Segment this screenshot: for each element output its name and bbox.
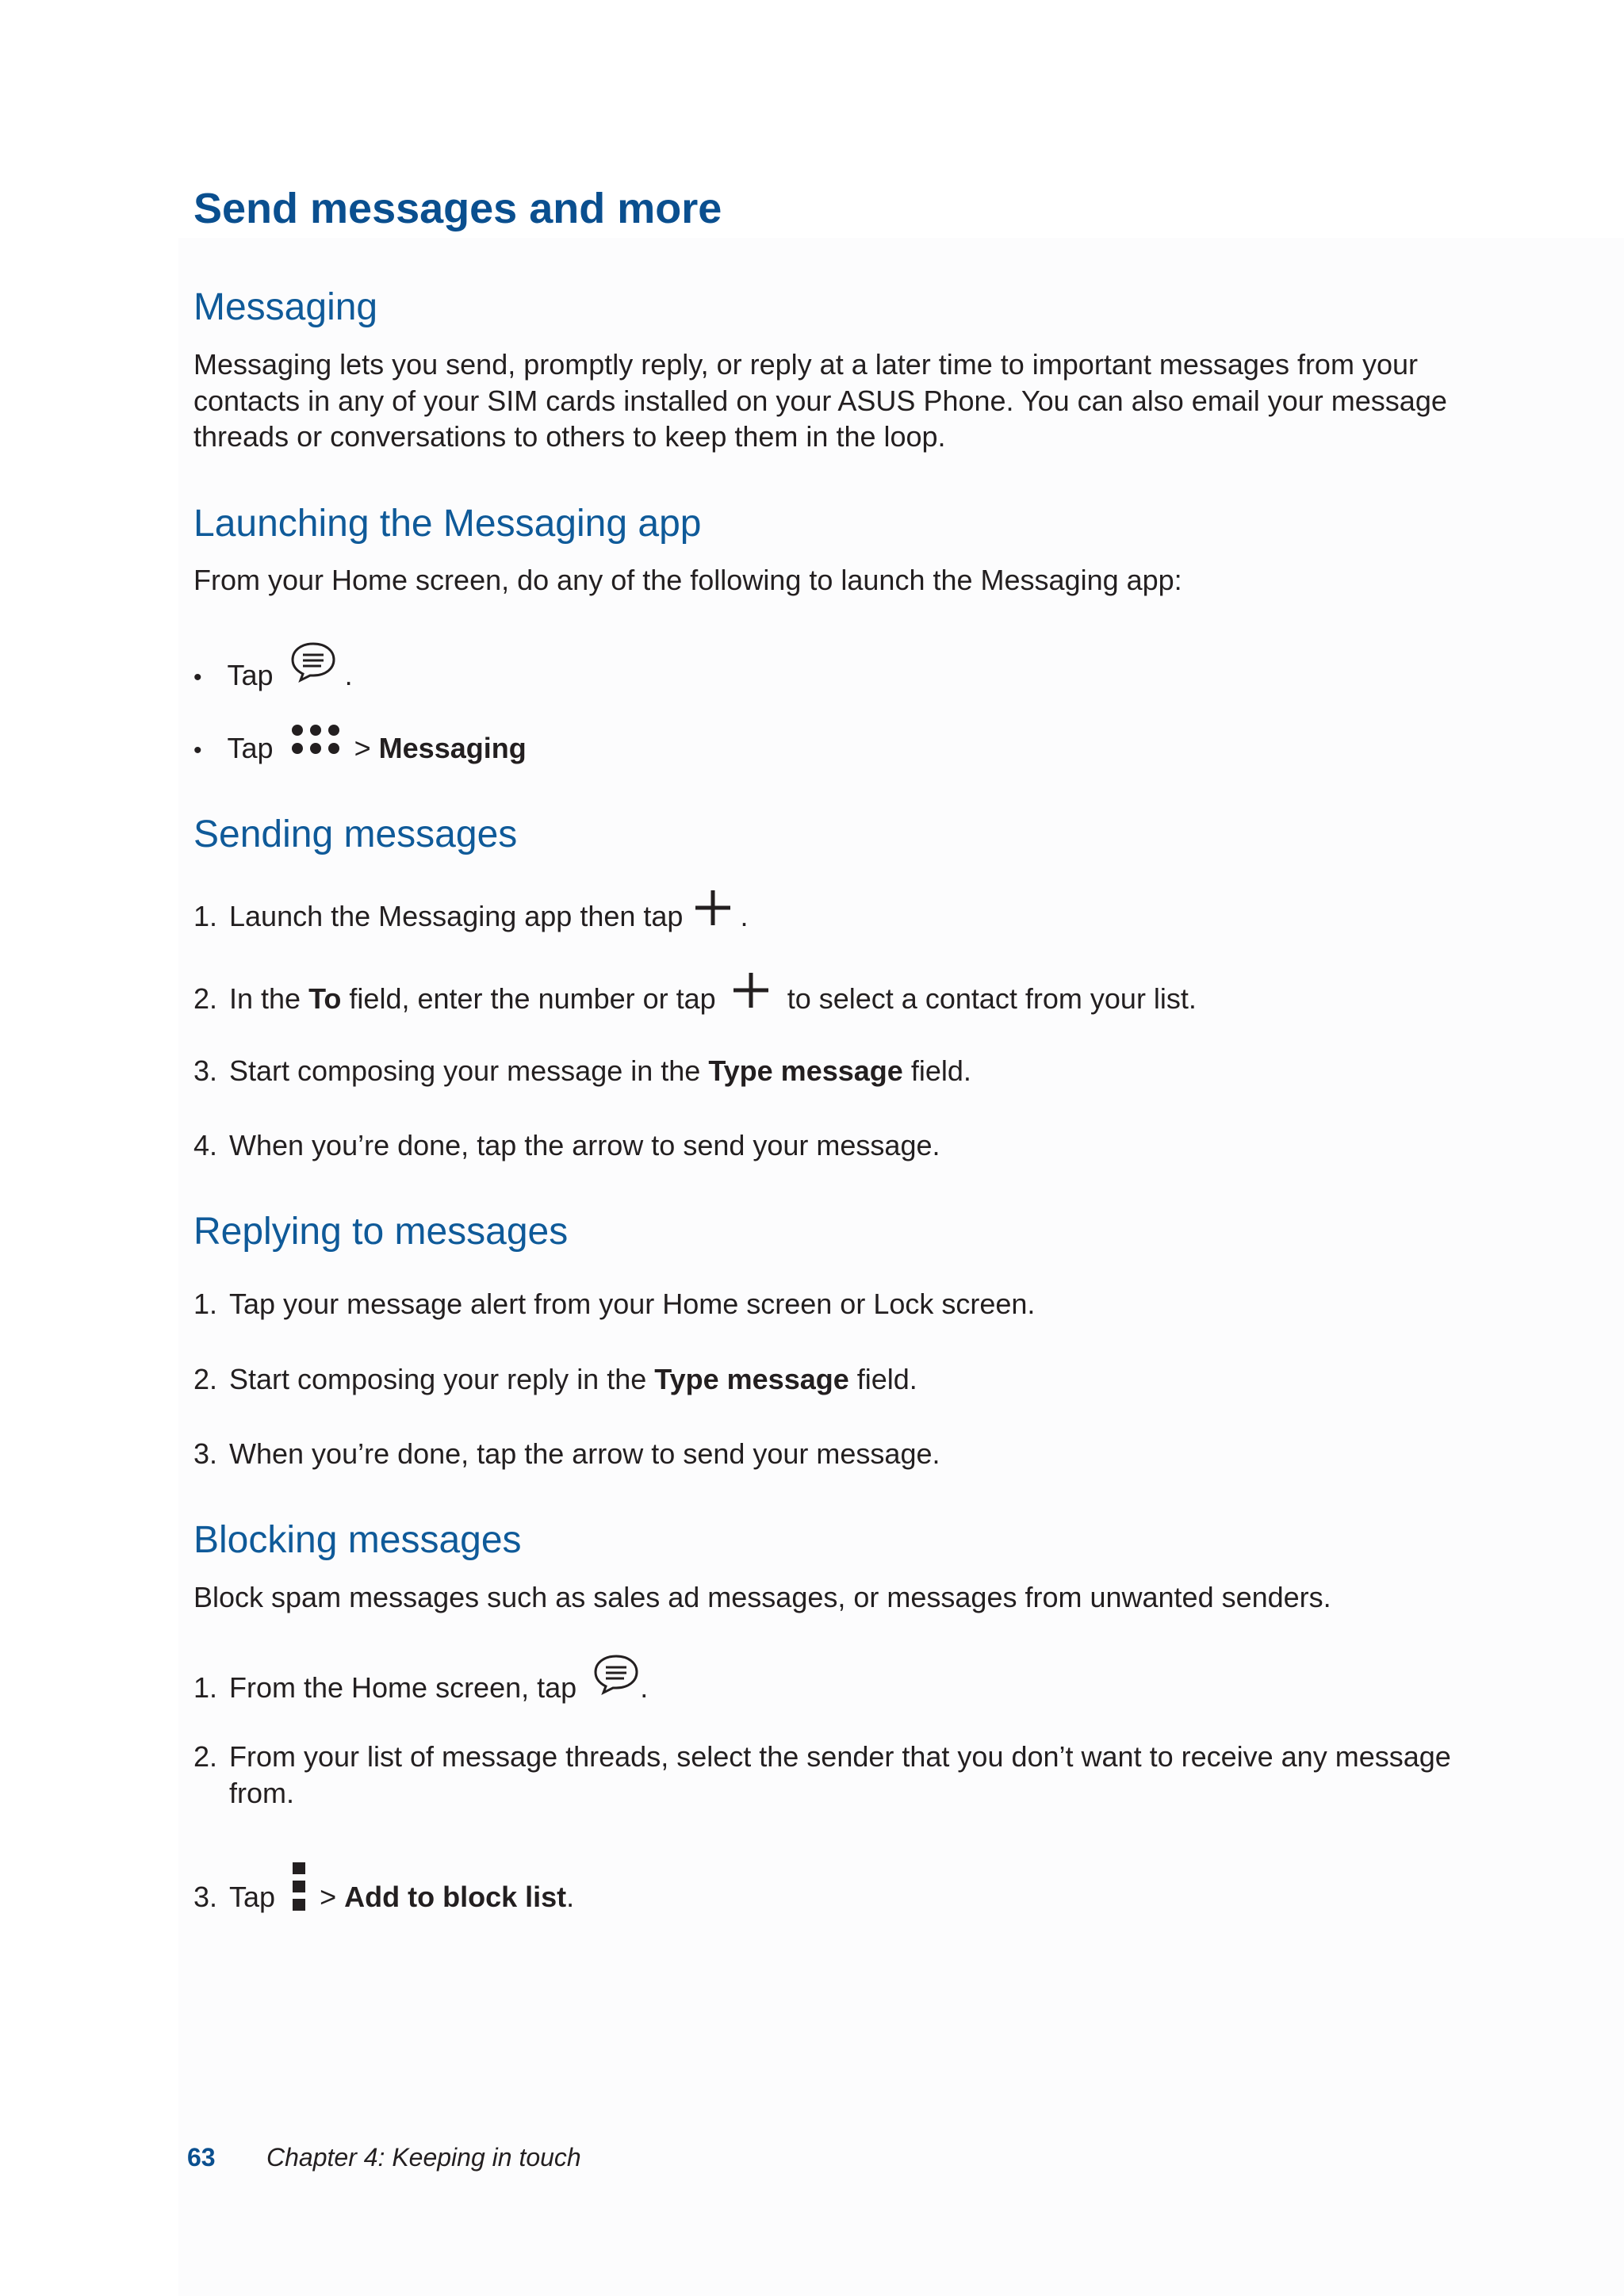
step-number: 3. xyxy=(193,1437,218,1470)
step-number: 1. xyxy=(193,1288,218,1320)
sending-step-3 xyxy=(193,1053,971,1089)
step-suffix: . xyxy=(566,1881,575,1914)
bullet1-suffix: . xyxy=(344,659,353,692)
step-suffix: . xyxy=(640,1671,649,1705)
step3-separator: > xyxy=(320,1881,337,1914)
blocking-step-2 xyxy=(193,1739,1451,1775)
blocking-step-1 xyxy=(193,1664,648,1716)
blocking-intro: Block spam messages such as sales ad messages, or messages from unwanted senders. xyxy=(193,1581,1331,1613)
bullet2-separator: > xyxy=(354,732,371,765)
page-number: 63 xyxy=(187,2143,216,2172)
step-suffix: . xyxy=(740,900,749,933)
bullet-marker: • xyxy=(193,664,202,691)
step-number: 4. xyxy=(193,1129,218,1161)
section-heading-messaging: Messaging xyxy=(193,286,378,328)
bullet2-prefix: Tap xyxy=(227,732,274,765)
step-text: In the xyxy=(229,982,301,1016)
apps-grid-icon xyxy=(289,723,342,765)
step-text: Tap your message alert from your Home screen or Lock screen. xyxy=(229,1288,1036,1320)
replying-step-1 xyxy=(193,1286,1035,1322)
chapter-footer: Chapter 4: Keeping in touch xyxy=(266,2143,581,2172)
step-text: field, enter the number or tap xyxy=(349,982,716,1016)
step-number: 3. xyxy=(193,1881,218,1914)
messaging-paragraph-line2: contacts in any of your SIM cards installed on your ASUS Phone. You can also email your message xyxy=(193,385,1447,417)
section-heading-sending: Sending messages xyxy=(193,813,518,855)
section-heading-replying: Replying to messages xyxy=(193,1211,569,1253)
step-text: From your list of message threads, select the sender that you don’t want to receive any message xyxy=(229,1740,1451,1773)
step-text: field. xyxy=(910,1054,971,1087)
type-message-label: Type message xyxy=(708,1054,903,1087)
step-text: Launch the Messaging app then tap xyxy=(229,900,684,933)
replying-step-2 xyxy=(193,1361,917,1398)
bullet2-messaging-label: Messaging xyxy=(378,732,527,765)
sending-step-2 xyxy=(193,978,1197,1024)
step-text: Tap xyxy=(229,1881,276,1914)
launching-bullet-1 xyxy=(193,652,353,703)
message-icon xyxy=(592,1653,640,1705)
step-text: to select a contact from your list. xyxy=(787,982,1197,1016)
type-message-label: Type message xyxy=(654,1363,849,1395)
step-number: 1. xyxy=(193,900,218,933)
sending-step-1 xyxy=(193,895,748,942)
messaging-paragraph-line1: Messaging lets you send, promptly reply, or reply at a later time to important messages from your xyxy=(193,348,1418,381)
step-number: 2. xyxy=(193,1363,218,1395)
step-text: From the Home screen, tap xyxy=(229,1671,577,1705)
section-heading-blocking: Blocking messages xyxy=(193,1519,522,1561)
step-number: 2. xyxy=(193,1740,218,1773)
step-text: field. xyxy=(856,1363,917,1395)
bullet1-prefix: Tap xyxy=(227,659,274,692)
section-heading-launching: Launching the Messaging app xyxy=(193,503,702,545)
step-text: When you’re done, tap the arrow to send your message. xyxy=(229,1437,940,1470)
message-icon xyxy=(289,641,337,692)
step-text: Start composing your reply in the xyxy=(229,1363,647,1395)
messaging-paragraph-line3: threads or conversations to others to keep them in the loop. xyxy=(193,420,946,453)
launching-intro: From your Home screen, do any of the following to launch the Messaging app: xyxy=(193,564,1182,596)
page-title: Send messages and more xyxy=(193,185,722,232)
blocking-step-3 xyxy=(193,1869,574,1930)
sending-step-4 xyxy=(193,1127,940,1164)
step-text: When you’re done, tap the arrow to send your message. xyxy=(229,1129,940,1161)
to-field-label: To xyxy=(308,982,342,1016)
step-number: 3. xyxy=(193,1054,218,1087)
plus-icon xyxy=(732,971,770,1018)
menu-more-icon xyxy=(291,1861,307,1922)
step-text: Start composing your message in the xyxy=(229,1054,701,1087)
step-number: 2. xyxy=(193,982,218,1016)
step-number: 1. xyxy=(193,1671,218,1705)
plus-icon xyxy=(694,889,732,936)
add-to-block-list-label: Add to block list xyxy=(344,1881,567,1914)
launching-bullet-2 xyxy=(193,729,527,771)
replying-step-3 xyxy=(193,1436,940,1472)
bullet-marker: • xyxy=(193,737,202,764)
blocking-step-2-continued: from. xyxy=(229,1777,295,1809)
